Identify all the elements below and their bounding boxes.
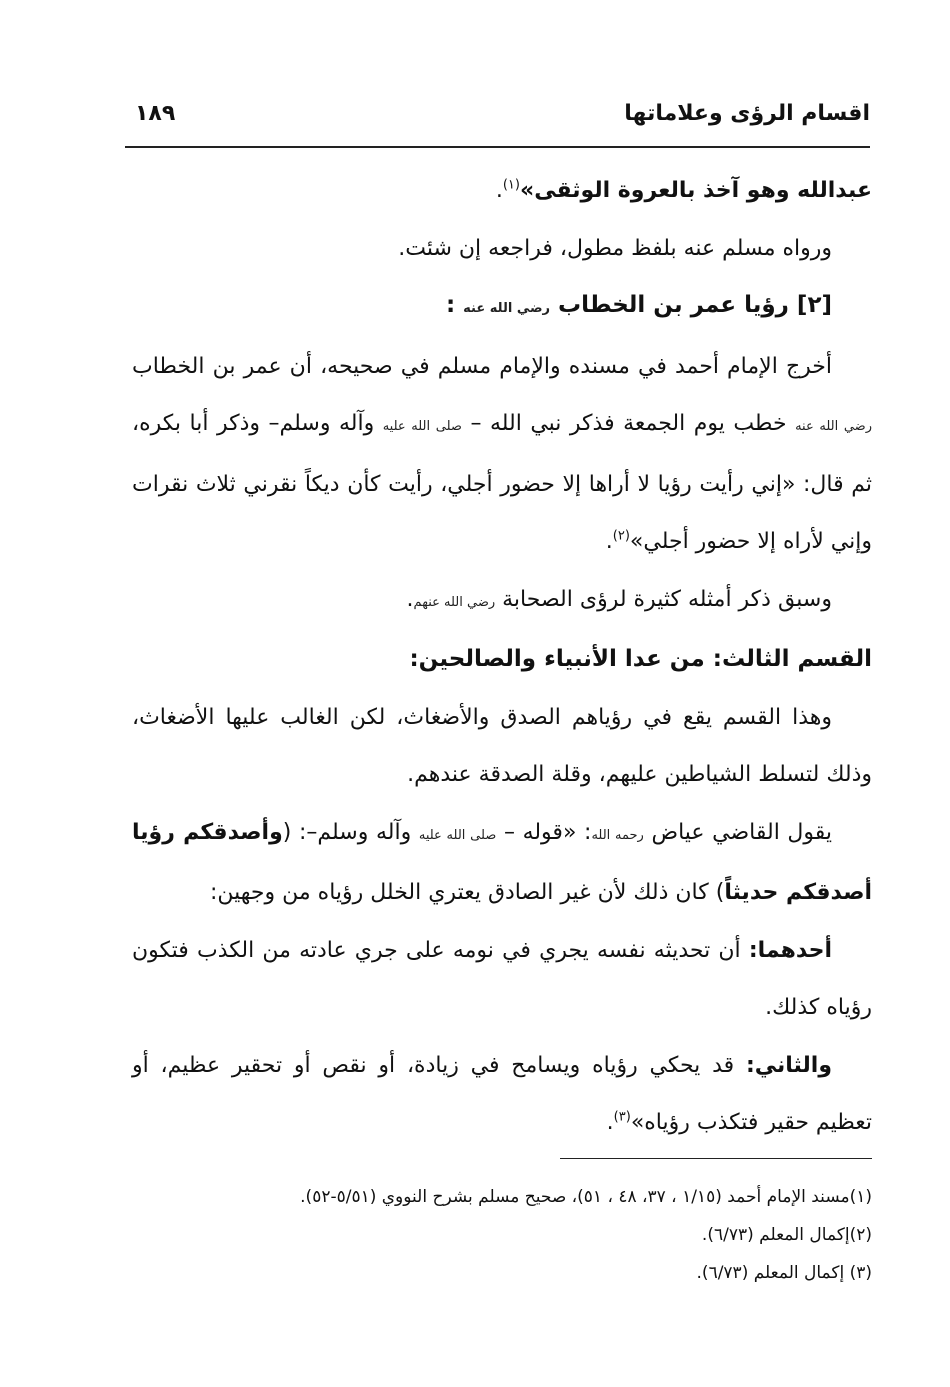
section-heading-third: القسم الثالث: من عدا الأنبياء والصالحين:: [409, 646, 872, 672]
quote-end: عبدالله وهو آخذ بالعروة الوثقى»: [519, 178, 872, 203]
text-run: أن تحديثه نفسه يجري في نومه على جري عادته من الكذب فتكون رؤياه كذلك.: [132, 937, 872, 1020]
footnote-1: (١)مسند الإمام أحمد (١/١٥ ، ٣٧، ٤٨ ، ٥١)، صحيح مسلم بشرح النووي (٥/٥١-٥٢).: [300, 1187, 872, 1207]
footnote-ref-1: (١): [502, 177, 520, 193]
point-label-second: والثاني:: [745, 1052, 832, 1078]
honorific-raa: رضي الله عنهم: [413, 594, 496, 610]
page-header: [125, 95, 870, 145]
running-title: اقسام الرؤى وعلاماتها: [624, 101, 870, 126]
honorific-ra: رضي الله عنه: [463, 301, 551, 316]
text-run: : «قوله –: [503, 819, 592, 845]
text-run: خطب يوم الجمعة فذكر نبي الله –: [470, 411, 787, 436]
heading-colon: :: [445, 292, 456, 318]
footnotes: [132, 1178, 872, 1292]
hadith-quote: وأصدقكم رؤيا أصدقكم حديثاً: [132, 819, 872, 905]
paragraph-8: [132, 1037, 872, 1152]
period: .: [605, 529, 613, 554]
main-text: [132, 162, 872, 1152]
footnote-3: (٣) إكمال المعلم (٦/٧٣).: [696, 1263, 872, 1283]
text-run: ) كان ذلك لأن غير الصادق يعتري الخلل رؤياه من وجهين:: [209, 880, 725, 905]
text-run: قد يحكي رؤياه ويسامح في زيادة، أو نقص أو تحقير عظيم، أو تعظيم حقير فتكذب رؤياه»: [132, 1052, 872, 1135]
footnote-divider: [560, 1158, 872, 1159]
paragraph-5: وهذا القسم يقع في رؤياهم الصدق والأضغاث، لكن الغالب عليها الأضغاث، وذلك لتسلط الشياطين عليهم، وقلة الصدقة عندهم.: [132, 704, 872, 787]
paragraph-2: ورواه مسلم عنه بلفظ مطول، فراجعه إن شئت.: [398, 235, 832, 261]
text-run: أخرج الإمام أحمد في مسنده والإمام مسلم في صحيحه، أن عمر بن الخطاب: [132, 353, 832, 379]
point-label-first: أحدهما:: [748, 937, 832, 963]
text-run: وسبق ذكر أمثله كثيرة لرؤى الصحابة: [502, 586, 832, 612]
footnote-ref-2: (٢): [612, 528, 630, 544]
footnote-2: (٢)إكمال المعلم (٦/٧٣).: [701, 1225, 872, 1245]
honorific-saw-2: صلى الله عليه: [418, 827, 497, 843]
paragraph-7: [132, 922, 872, 1037]
section-heading-umar: [132, 277, 872, 338]
period: .: [606, 1110, 614, 1135]
heading-text: رؤيا عمر بن الخطاب: [558, 292, 789, 318]
honorific-rh: رحمه الله: [591, 827, 644, 843]
period: .: [406, 586, 414, 612]
text-run: يقول القاضي عياض: [651, 819, 833, 845]
paragraph-6: [132, 804, 872, 922]
heading-number: [٢]: [796, 292, 832, 318]
honorific-ra-2: رضي الله عنه: [795, 419, 872, 434]
text-run: وآله وسلم– وذكر أبا بكره، ثم قال: «إني رأيت رؤيا لا أراها إلا حضور أجلي، رأيت كأن ديكاً نقرني ثلاث نقرات وإني لأراه إلا حضور أجلي»: [132, 411, 872, 554]
header-divider: [125, 146, 870, 148]
period: .: [495, 178, 503, 203]
paragraph-4: [132, 571, 872, 632]
paragraph-1: [132, 162, 872, 220]
text-run: وآله وسلم–: (: [282, 819, 412, 845]
honorific-saw: صلى الله عليه: [382, 419, 462, 434]
paragraph-3: [132, 338, 872, 571]
footnote-ref-3: (٣): [613, 1109, 631, 1125]
page-number: ١٨٩: [135, 101, 176, 126]
